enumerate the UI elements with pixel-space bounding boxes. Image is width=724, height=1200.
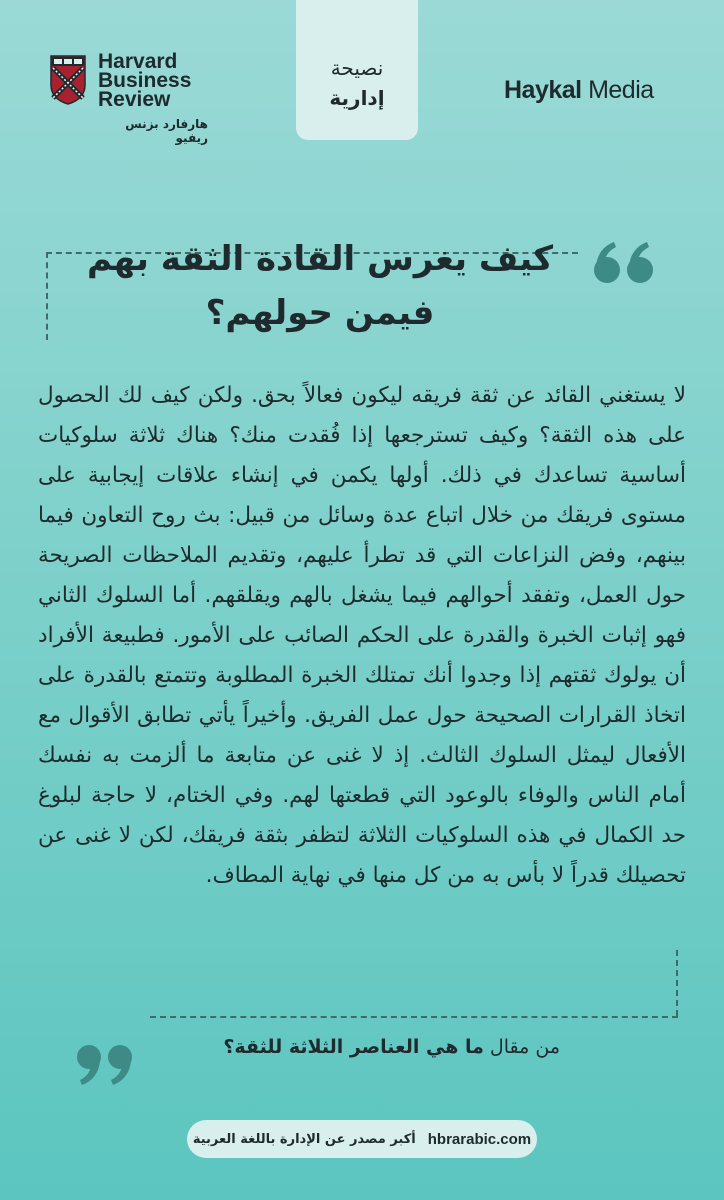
open-quote-icon <box>590 236 660 296</box>
partner-logo <box>504 76 654 105</box>
partner-name-regular: Media <box>581 76 654 104</box>
footer-tagline: أكبر مصدر عن الإدارة باللغة العربية <box>192 1131 416 1147</box>
hbr-logo-line2: Business <box>98 69 192 92</box>
footer-url-link[interactable]: hbrarabic.com <box>427 1130 532 1148</box>
source-prefix: من مقال <box>483 1036 560 1058</box>
ribbon-line1: نصيحة <box>330 56 384 80</box>
hbr-logo-line3: Review <box>98 88 171 111</box>
divider-right <box>676 950 678 1016</box>
divider-bottom <box>150 1016 678 1018</box>
hbr-logo-text <box>98 52 191 109</box>
article-body: لا يستغني القائد عن ثقة فريقه ليكون فعالاً بحق. ولكن كيف لك الحصول على هذه الثقة؟ وكيف تسترجعها إذا فُقدت منك؟ هناك ثلاثة سلوكيات أساسية تساعدك في ذلك. أولها يكمن في إنشاء علاقات إيجابية على مستوى فريقك من خلال اتباع عدة وسائل من قبيل: بث روح التعاون فيما بينهم، وفض النزاعات التي قد تطرأ عليهم، وتقديم الملاحظات الصريحة حول العمل، وتفقد أحوالهم فيما يشغل بالهم ويقلقهم. أما السلوك الثاني فهو إثبات الخبرة والقدرة على الحكم الصائب على الأمور. فطبيعة الأفراد أن يولوك ثقتهم إذا وجدوا أنك تمتلك الخبرة المطلوبة وتتمتع بالقدرة على اتخاذ القرارات الصحيحة حول عمل الفريق. وأخيراً يأتي تطابق الأقوال مع الأفعال ليمثل السلوك الثالث. إذ لا غنى عن متابعة ما ألزمت به نفسك أمام الناس والوفاء بالوعود التي قطعتها لهم. وفي الختام، لا حاجة لبلوغ حد الكمال في هذه السلوكيات الثلاثة لتظفر بثقة فريقك، لكن لا غنى عن تحصيلك قدراً لا بأس به من كل منها في نهاية المطاف. <box>38 383 686 888</box>
partner-name-bold: Haykal <box>504 76 582 104</box>
hbr-shield-icon <box>50 55 86 105</box>
source-article-title[interactable]: ما هي العناصر الثلاثة للثقة؟ <box>223 1036 484 1058</box>
hbr-logo-arabic: هارفارد بزنس ريفيو <box>125 117 208 145</box>
footer-pill[interactable] <box>187 1120 537 1158</box>
header <box>0 0 724 160</box>
source-citation <box>150 1036 560 1058</box>
ribbon-line2: إدارية <box>329 86 385 110</box>
divider-left <box>46 252 48 340</box>
category-ribbon <box>296 0 418 140</box>
close-quote-icon <box>72 1035 138 1091</box>
hbr-logo-line1: Harvard <box>98 50 178 73</box>
page-title: كيف يغرس القادة الثقة بهم فيمن حولهم؟ <box>87 239 553 333</box>
